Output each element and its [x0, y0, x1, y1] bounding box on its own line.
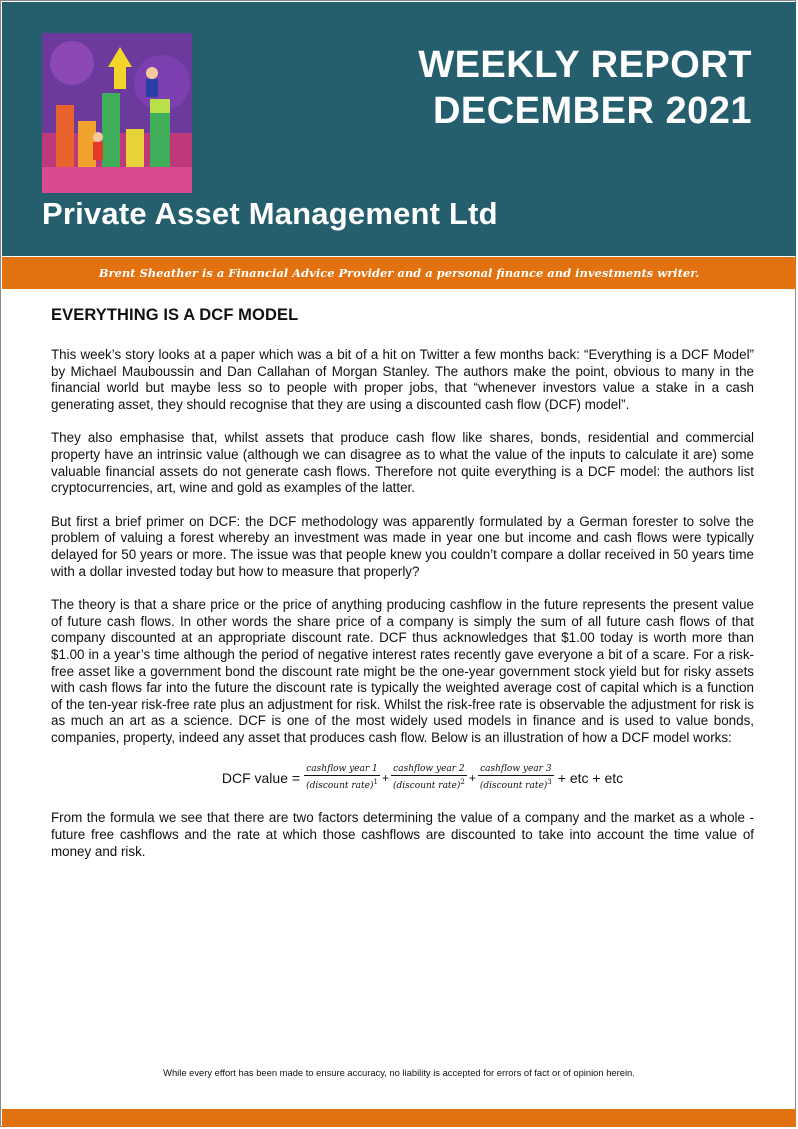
- footer-bar: [2, 1109, 796, 1127]
- formula-term-1: [304, 763, 380, 792]
- dcf-formula: [51, 763, 754, 792]
- closing-paragraph: From the formula we see that there are two factors determining the value of a company and the market as a whole - future free cashflows and the rate at which those cashflows are discounted to take into account the time value of money and risk.: [51, 810, 754, 859]
- report-title-line2: DECEMBER 2021: [432, 90, 752, 132]
- term-numerator: cashflow year 2: [393, 764, 465, 775]
- report-title: [332, 42, 752, 134]
- formula-term-3: [478, 763, 554, 792]
- term-denominator: (discount rate)$^2$: [392, 778, 465, 792]
- formula-tail: + etc + etc: [557, 769, 624, 786]
- paragraph: The theory is that a share price or the price of anything producing cashflow in the future represents the present value of future cash flows. In other words the share price of a company is simply the sum of all future cash flows of that company discounted at an appropriate discount rate. DCF thus acknowledges that $1.00 today is worth more than $1.00 in a year’s time although the period of negative interest rates recently gave everyone a bit of a scare. For a risk-free asset like a government bond the discount rate might be the one-year government stock yield but for risky assets with cash flows far into the future the discount rate is typically the weighted average cost of capital which is a function of the ten-year risk-free rate plus an adjustment for risk. Whilst the risk-free rate is observable the adjustment for risk is as much an art as a science. DCF is one of the most widely used models in finance and is used to value bonds, companies, property, indeed any asset that produces cash flow. Below is an illustration of how a DCF model works:: [51, 597, 754, 745]
- paragraph: This week’s story looks at a paper which was a bit of a hit on Twitter a few months back: “Everything is a DCF Model” by Michael Mauboussin and Dan Callahan of Morgan Stanley. The authors make the point, obvious to many in the financial world but maybe less so to people with proper jobs, that “whenever investors value a stake in a cash generating asset, they should recognise that they are using a discounted cash flow (DCF) model”.: [51, 347, 754, 412]
- formula-plus: +: [381, 770, 389, 785]
- term-denominator: (discount rate)$^3$: [479, 778, 552, 792]
- author-banner: Brent Sheather is a Financial Advice Provider and a personal finance and investments writer.: [2, 257, 796, 289]
- article-heading: EVERYTHING IS A DCF MODEL: [51, 306, 299, 324]
- term-numerator: cashflow year 3: [480, 764, 552, 775]
- report-header: [2, 2, 796, 256]
- company-name: Private Asset Management Ltd: [42, 196, 498, 231]
- disclaimer: While every effort has been made to ensure accuracy, no liability is accepted for errors of fact or of opinion herein.: [163, 1067, 635, 1078]
- formula-lhs: DCF value =: [221, 769, 301, 786]
- term-numerator: cashflow year 1: [306, 764, 378, 775]
- term-denominator: (discount rate)$^1$: [306, 778, 378, 792]
- bar-chart-figures-illustration-icon: [42, 33, 192, 193]
- article: [51, 306, 754, 877]
- formula-term-2: [391, 763, 467, 792]
- formula-plus: +: [468, 770, 476, 785]
- paragraph: They also emphasise that, whilst assets that produce cash flow like shares, bonds, residential and commercial property have an intrinsic value (although we can disagree as to what the value of the inputs to calculate it are) some valuable financial assets do not generate cash flows. Therefore not quite everything is a DCF model: the authors list cryptocurrencies, art, wine and gold as examples of the latter.: [51, 430, 754, 496]
- report-title-line1: WEEKLY REPORT: [418, 44, 752, 86]
- paragraph: But first a brief primer on DCF: the DCF methodology was apparently formulated by a German forester to solve the problem of valuing a forest whereby an investment was made in year one but income and cash flows were typically delayed for 50 years or more. The issue was that people knew you couldn’t compare a dollar received in 50 years time with a dollar invested today but how to measure that properly?: [51, 513, 754, 579]
